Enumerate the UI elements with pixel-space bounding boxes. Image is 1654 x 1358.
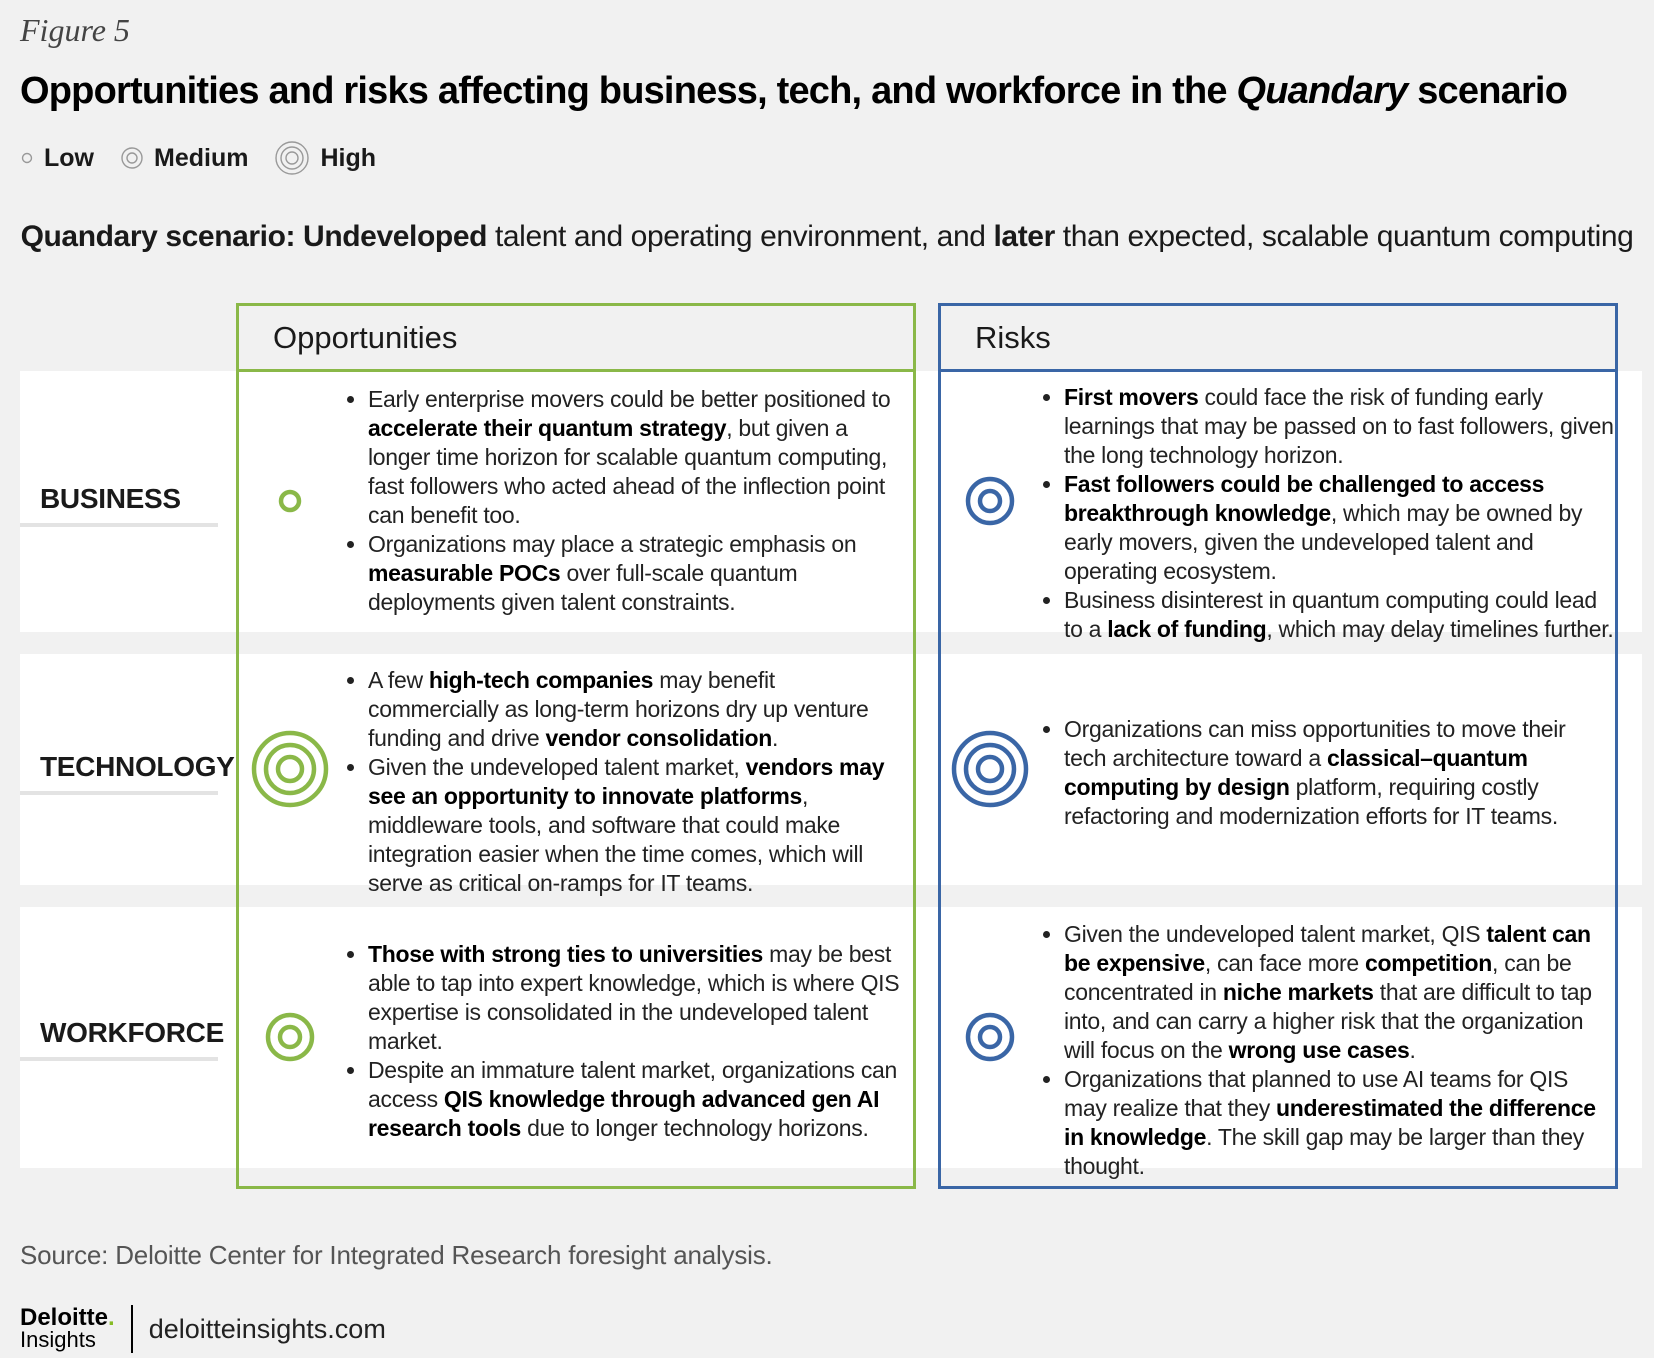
- list-item: [1064, 715, 1605, 831]
- ring: [966, 745, 1014, 793]
- opportunities-header: Opportunities: [236, 303, 916, 372]
- legend-label-medium: Medium: [154, 143, 249, 172]
- legend-item-high: [274, 140, 376, 176]
- bullet-list: [344, 385, 909, 617]
- text-run: , can be concentrated in: [1064, 950, 1572, 1005]
- technology-opportunity-icon: [250, 729, 330, 814]
- text-run: platform, requiring costly refactoring and modernization efforts for IT teams.: [1064, 774, 1558, 829]
- bold-run: wrong use cases: [1228, 1037, 1410, 1063]
- ring: [281, 492, 299, 510]
- concentric-circles-icon: [277, 488, 303, 514]
- bold-run: lack of funding: [1107, 616, 1267, 642]
- high-circle-icon: [274, 140, 310, 176]
- bold-run: niche markets: [1222, 979, 1374, 1005]
- ring: [980, 1027, 1000, 1047]
- text-run: Organizations can miss opportunities to move their tech architecture toward a: [1064, 716, 1566, 771]
- text-run: may be best able to tap into expert knowledge, which is where QIS expertise is consolidated in the undeveloped talent market.: [368, 941, 900, 1054]
- bullet-list: [344, 666, 909, 898]
- legend: [20, 140, 402, 176]
- bullet-list: [1040, 715, 1605, 831]
- text-run: could face the risk of funding early learnings that may be passed on to fast followers, given the long technology horizon.: [1064, 384, 1614, 468]
- list-item: [1064, 470, 1620, 586]
- text-run: . The skill gap may be larger than they thought.: [1064, 1124, 1584, 1179]
- row-label-business: BUSINESS: [20, 483, 218, 527]
- text-run: , but given a longer time horizon for scalable quantum computing, fast followers who acted ahead of the inflection point can benefit too.: [368, 415, 888, 528]
- bold-run: vendors may see an opportunity to innovate platforms: [368, 754, 885, 809]
- legend-item-low: [20, 144, 94, 173]
- text-run: , middleware tools, and software that could make integration easier when the time comes, which will serve as critical on-ramps for IT teams.: [368, 783, 864, 896]
- text-run: Given the undeveloped talent market,: [368, 754, 746, 780]
- text-run: , which may be owned by early movers, given the undeveloped talent and operating ecosystem.: [1064, 500, 1583, 584]
- technology-risks-list: [1040, 715, 1605, 831]
- ring: [266, 745, 314, 793]
- bold-run: First movers: [1064, 384, 1199, 410]
- bold-run: competition: [1364, 950, 1493, 976]
- legend-label-low: Low: [44, 143, 94, 172]
- text-run: over full-scale quantum deployments given talent constraints.: [368, 560, 798, 615]
- bold-run: underestimated the difference in knowledge: [1064, 1095, 1596, 1150]
- business-opportunity-icon: [277, 488, 303, 519]
- concentric-circles-icon: [263, 1010, 317, 1064]
- bold-run: measurable POCs: [368, 560, 561, 586]
- title-italic: Quandary: [1236, 70, 1408, 112]
- text-run: Early enterprise movers could be better positioned to: [368, 386, 891, 412]
- text-run: Organizations that planned to use AI teams for QIS may realize that they: [1064, 1066, 1569, 1121]
- text-run: , which may delay timelines further.: [1266, 616, 1614, 642]
- technology-risk-icon: [950, 729, 1030, 814]
- list-item: [368, 666, 909, 753]
- bold-run: talent can be expensive: [1064, 921, 1591, 976]
- business-risk-icon: [963, 474, 1017, 533]
- ring: [268, 1015, 312, 1059]
- medium-circle-icon: [120, 146, 144, 170]
- text-run: Organizations may place a strategic emphasis on: [368, 531, 857, 557]
- ring: [280, 1027, 300, 1047]
- source-note: Source: Deloitte Center for Integrated Research foresight analysis.: [20, 1240, 773, 1270]
- footer-divider: [131, 1305, 133, 1353]
- ring: [968, 1015, 1012, 1059]
- text-run: A few: [368, 667, 429, 693]
- text-run: Despite an immature talent market, organizations can access: [368, 1057, 897, 1112]
- figure-label: Figure 5: [20, 12, 130, 48]
- business-risks-list: [1040, 383, 1620, 644]
- business-opportunities-list: [344, 385, 909, 617]
- text-run: Business disinterest in quantum computing could lead to a: [1064, 587, 1597, 642]
- concentric-circles-icon: [950, 729, 1030, 809]
- bold-run: Fast followers could be challenged to access breakthrough knowledge: [1064, 471, 1545, 526]
- list-item: [368, 1056, 909, 1143]
- text-run: .: [1409, 1037, 1416, 1063]
- title-pre: Opportunities and risks affecting business, tech, and workforce in the: [20, 70, 1237, 112]
- list-item: [1064, 1065, 1610, 1181]
- concentric-circles-icon: [963, 1010, 1017, 1064]
- footer: [20, 1303, 386, 1355]
- list-item: [1064, 586, 1620, 644]
- scenario-subtitle: [0, 220, 1654, 254]
- text-run: , can face more: [1204, 950, 1365, 976]
- text-run: may benefit commercially as long-term horizons dry up venture funding and drive: [368, 667, 869, 751]
- list-item: [368, 530, 909, 617]
- bold-run: accelerate their quantum strategy: [368, 415, 727, 441]
- bullet-list: [344, 940, 909, 1143]
- footer-site-link[interactable]: deloitteinsights.com: [148, 1313, 386, 1344]
- workforce-risks-list: [1040, 920, 1610, 1181]
- concentric-circles-icon: [963, 474, 1017, 528]
- bold-run: classical–quantum computing by design: [1064, 745, 1528, 800]
- bold-run: vendor consolidation: [545, 725, 773, 751]
- concentric-circles-icon: [250, 729, 330, 809]
- risks-header: Risks: [938, 303, 1618, 372]
- deloitte-insights-logo: [20, 1304, 115, 1352]
- bullet-list: [1040, 383, 1620, 644]
- list-item: [1064, 383, 1620, 470]
- technology-opportunities-list: [344, 666, 909, 898]
- list-item: [1064, 920, 1610, 1065]
- page-title: [20, 70, 1567, 113]
- scenario-text-1: talent and operating environment, and: [487, 220, 994, 253]
- logo-sub: Insights: [20, 1327, 96, 1352]
- workforce-risk-icon: [963, 1010, 1017, 1069]
- row-label-technology: TECHNOLOGY: [20, 751, 218, 795]
- bold-run: QIS knowledge through advanced gen AI research tools: [368, 1086, 880, 1141]
- scenario-bold-1: Quandary scenario: Undeveloped: [20, 220, 488, 253]
- bold-run: high-tech companies: [428, 667, 654, 693]
- list-item: [368, 753, 909, 898]
- ring: [278, 757, 302, 781]
- scenario-bold-2: later: [993, 220, 1055, 253]
- ring: [978, 757, 1002, 781]
- text-run: .: [772, 725, 779, 751]
- logo-brand: Deloitte: [20, 1304, 109, 1331]
- legend-item-medium: [120, 144, 248, 173]
- text-run: that are difficult to tap into, and can carry a higher risk that the organization will focus on the: [1064, 979, 1592, 1063]
- list-item: [368, 385, 909, 530]
- workforce-opportunities-list: [344, 940, 909, 1143]
- legend-label-high: High: [320, 143, 376, 172]
- title-post: scenario: [1407, 70, 1568, 112]
- row-label-workforce: WORKFORCE: [20, 1017, 218, 1061]
- logo-dot: .: [108, 1304, 115, 1331]
- bold-run: Those with strong ties to universities: [368, 941, 763, 967]
- low-circle-icon: [20, 151, 34, 165]
- scenario-text-2: than expected, scalable quantum computing: [1054, 220, 1634, 253]
- ring: [968, 479, 1012, 523]
- workforce-opportunity-icon: [263, 1010, 317, 1069]
- list-item: [368, 940, 909, 1056]
- text-run: Given the undeveloped talent market, QIS: [1064, 921, 1487, 947]
- text-run: due to longer technology horizons.: [521, 1115, 869, 1141]
- ring: [980, 491, 1000, 511]
- bullet-list: [1040, 920, 1610, 1181]
